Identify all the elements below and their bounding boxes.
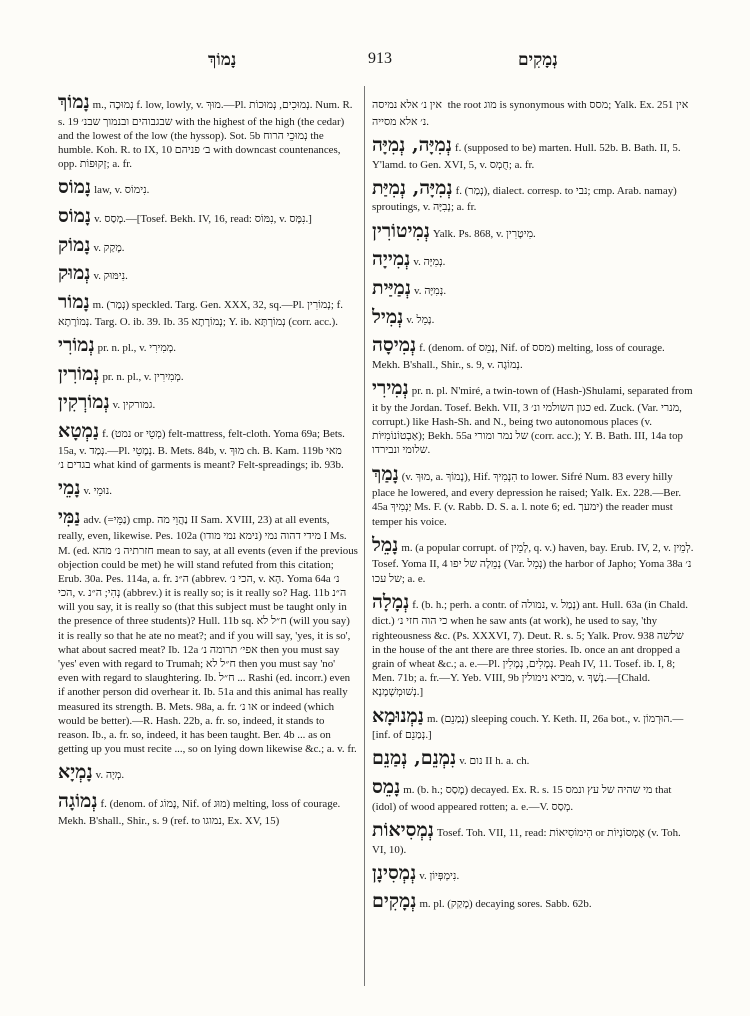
entry-headword: נְמַיַּית [372,276,411,299]
dictionary-entry [372,376,694,457]
entry-headword: נַמְטָא [58,420,100,443]
column-divider [364,86,365,986]
entry-headword: נָמַךְ [372,462,399,485]
page-number: 913 [368,50,392,67]
entry-headword: נָמוֹר [58,291,90,314]
entry-headword: נְמוֹרִין [58,362,100,385]
dictionary-entry [372,704,694,743]
entry-headword: נָמֵל [372,533,399,556]
entry-definition: Tosef. Toh. VII, 11, read: הִימוֹסִיאוֹת or אֶמְסוֹנְיוֹת (v. Toh. VI, 10). [372,826,681,856]
entry-headword: נְמוֹגָה [58,789,98,812]
entry-definition: m. (נְמַנֵם) sleeping couch. Y. Keth. II, 26a bot., v. הוּרְמוֹן.—[inf. of נְמַנֵם.] [372,712,684,742]
entry-definition: v. נום II h. a. ch. [459,755,530,768]
dictionary-entry [372,861,694,886]
entry-definition: f. (b. h.; perh. a contr. of נמולה, v. נְמַל) ant. Hull. 63a (in Chald. dict.) כי הוה חזי נ׳ when he saw ants (at work), he used to say, 'thy righteousness &c. (Ps. XXXVI, 7). Deut. R. s. 5; Yalk. Prov. 938 שלשה in the house of the ant there are three stories. Ib. once an ant dropped a grain of wheat &c.; a. e.—Pl. נְמָלִים, נְמָלִין. Peah IV, 11. Tosef. ib. I, 8; Men. 71b; a. fr.—Y. Yeb. VIII, 9b מביא נימולין, v. נְשַׁךְ.—[Chald. נְשׁוּמְשְׁמָנָא.] [372,598,688,699]
entry-definition: m. (b. h.; מָסַס) decayed. Ex. R. s. 15 מי שהיה של עץ ונמס that (idol) of wood appeared rotten; a. e.—V. מְסַס. [372,784,672,813]
dictionary-entry [58,233,358,258]
dictionary-entry [58,760,358,785]
entry-definition: f. (supposed to be) marten. Hull. 52b. B. Bath. II, 5. Y'lamd. to Gen. XVI, 5, v. חֻמְס; a. fr. [372,141,681,171]
dictionary-entry [58,290,358,329]
entry-definition: m. (a popular corrupt. of לְמֵין, q. v.) haven, bay. Erub. IV, 2, v. לְמֵין. Tosef. Yoma II, 4 נְמֵלָה של יפו (Var. נְמֵל) the harbor of Japho; Yoma 38a נ׳ של עכו; a. e. [372,541,694,585]
entry-headword: נָמֵס [372,776,401,799]
entry-definition: v. נוּמֵי. [83,485,112,498]
entry-definition: f. (denom. of נָמוֹג, Nif. of מוּג) melting, loss of courage. Mekh. B'shall., Shir., s. 9 (ref. to נמוגו, Ex. XV, 15) [58,797,341,827]
dictionary-entry [372,133,694,172]
entry-definition: (v. מוּךְ, a. נָמוֹךְ), Hif. הִנְמִיךְ to lower. Sifré Num. 83 every hilly place he lowered, and every depression he raised; Yalk. Ex. 228.—Ber. 45a יַנְמִיךְ Ms. F. (v. Rabb. D. S. a. l. note 6; ed. ימעך) the reader must temper his voice. [372,470,682,528]
dictionary-entry [372,746,694,771]
entry-definition: v. נָמֵל. [406,313,435,326]
entry-headword: נְמוּק [58,262,91,285]
entry-headword: נְמִיל [372,305,404,328]
entry-headword: נְמָלָה [372,590,410,613]
entry-definition: v. מְיָה. [95,769,125,782]
entry-definition: pr. n. pl., v. מְמִירִי. [97,341,176,354]
entry-definition: אין נ׳ אלא נמיסה the root מוג is synonymous with מסס; Yalk. Ex. 251 אין נ׳ אלא מסייה. [372,99,689,128]
right-column [372,90,694,1000]
entry-definition: m. pl. (מָקַק) decaying sores. Sabb. 62b. [419,898,592,911]
entry-headword: נִמְנֵם, נְמַנֵם [372,747,457,770]
dictionary-entry [372,818,694,857]
dictionary-entry [372,247,694,272]
entry-definition: v. גמורקין. [112,399,156,412]
entry-definition: pr. n. pl. N'miré, a twin-town of (Hash-)Shulami, separated from it by the Jordan. Tosef. Bekh. VII, 3 כגון השולמי ונ׳ ed. Zuck. (Var. מנרי, corrupt.) like Hash-Sh. and N., being two autonomous places (v. אַבְטוֹנוֹמִיּוֹת); Bekh. 55a של נמר ומורי (corr. acc.); Y. B. Bath. III, 14a top שלומי ונבירדו. [372,385,693,457]
entry-headword: נַמִּי [58,505,81,528]
entry-headword: נְמְסִיאוֹת [372,818,434,841]
dictionary-entry [58,261,358,286]
entry-headword: נָמוֹךְ [58,91,90,113]
dictionary-entry [372,889,694,914]
dictionary-entry [58,175,358,200]
entry-definition: m., נְמוּכָה f. low, lowly, v. מוּךְ.—Pl. נְמוּכִים, נְמוּכוֹת. Num. R. s. 19 שבגבוהים ובנמוך שבנ׳ with the highest of the high (the cedar) and the lowest of the low (the hyssop). Sot. 5b נְמוּכֵי הרוח the humble. Koh. R. to IX, 10 ב׳ פניהם with downcast countenances, opp. זְקוּפוֹת; a. fr. [58,99,353,171]
entry-definition: m. (נְמַר) speckled. Targ. Gen. XXX, 32, sq.—Pl. נְמוֹרִין; f. נְמוֹרָתָא. Targ. O. ib. 39. Ib. 35 נְמוֹרָתָא; Y. ib. נְמוֹרְתָּא (corr. acc.). [58,299,343,328]
entry-headword: נָמְיָא [58,761,93,784]
entry-definition: v. נִימְפְּיוֹן. [419,869,460,882]
entry-headword: נְמִייָה [372,248,411,271]
entry-headword: נָמֵי [58,477,81,500]
entry-definition: pr. n. pl., v. מְמִירִין. [102,370,184,383]
dictionary-entry [58,789,358,828]
entry-headword: נְמָקִים [372,890,417,913]
entry-definition: f. (denom. of נָמֵס, Nif. of מסס) melting, loss of courage. Mekh. B'shall., Shir., s. 9, v. נְמוֹגָה. [372,342,665,372]
dictionary-entry [372,590,694,700]
dictionary-entry [372,90,694,129]
entry-definition: f. (נְמַר), dialect. corresp. to נבי; cmp. Arab. namay) sproutings, v. נְבִיָּה; a. fr. [372,184,677,214]
dictionary-entry [58,390,358,415]
dictionary-entry [58,333,358,358]
dictionary-entry [58,476,358,501]
entry-definition: v. נְמִיָּה. [413,256,446,269]
dictionary-entry [372,533,694,586]
left-column [58,90,358,1000]
entry-definition: f. (נמט or מְטֵי) felt-mattress, felt-cloth. Yoma 69a; Bets. 15a, v. נְמַד.—Pl. נְמָטֵי. B. Mets. 84b, v. מוּךְ ch. B. Kam. 119b מאי בגדים נ׳ what kind of garments is meant? Felt-spreadings; ib. 93b. [58,428,345,471]
entry-headword: נְמִיטוֹרִין [372,219,430,242]
dictionary-entry [372,775,694,814]
entry-headword: נְמִיָּה, נְמִיַּת [372,176,453,199]
entry-headword: נְמוֹרְקִין [58,391,110,414]
entry-definition: v. נְמִיָּה. [414,284,447,297]
entry-headword: נְמוֹרִי [58,333,95,356]
dictionary-entry [58,204,358,229]
dictionary-entry [372,462,694,529]
entry-headword: נְמְסִינָן [372,861,417,884]
entry-definition: v. נִימּוּק. [93,270,128,283]
dictionary-entry [58,90,358,171]
entry-definition: v. מָסַס.—[Tosef. Bekh. IV, 16, read: נִמּוֹס, v. נִמָּס.] [94,213,312,226]
entry-definition: v. מָקַק. [93,241,125,254]
entry-headword: נָמוֹס [58,205,92,228]
page-header [58,44,700,74]
entry-headword: נָמוֹק [58,233,91,256]
entry-definition: adv. (=נַמֵּי) cmp. נַהֲוֵי מה II Sam. XVIII, 23) at all events, really, even, likewise. Pes. 102a מידי דהוה נמי (נימא נמי מודו) I Ms. M. (ed. חזרתיה נ׳ מהא mean to say, at all events (even if the previous objection could be met) he will stand refuted from this citation; Erub. 30a. Pes. 114a, a. fr. ה״נ (abbrev. הכי נ׳, v. הָא. Yoma 64a נ׳ הכי, v. נְהִי; ה״נ (abbrev.) it is really so; is it really so? Hag. 11b ה״נ will you say, it is really so (that this subject must be taught only in the presence of three students)? Hull. 11b sq. ח״ל לא (will you say) it is really so that he ate no meat?; and if you will say, 'yes, it is so', what about sacred meat? Ib. 12a אפי׳ תרומה נ׳ then you must say 'yes' even with regard to Trumah; ח״ל לא then you must say 'no' even with regard to slaughtering. Ib. ח״ל ... Rashi (ed. incorr.) even if another person did overhear it. Ib. 51a and this animal has really measured its strength. B. Mets. 98a, a. fr. או נ׳ or indeed (which would be better).—R. Hash. 22b, a. fr. so, indeed, it stands to reason. Ib., a. fr. so, indeed, it has been taught. Ber. 4b ... as on getting up you must recite ..., so on lying down likewise &c.; a. v. fr. [58,513,358,756]
dictionary-entry [58,362,358,387]
entry-headword: נְמִירִי [372,377,409,400]
dictionary-entry [58,419,358,472]
dictionary-entry [58,505,358,756]
entry-headword: נְמִיָּה, נְמִיָּה [372,133,452,156]
entry-headword: נַמְנוּמָא [372,704,424,727]
dictionary-entry [372,333,694,372]
dictionary-entry [372,305,694,330]
dictionary-entry [372,176,694,215]
entry-headword: נָמוֹס [58,176,92,199]
entry-definition: Yalk. Ps. 868, v. מִיטָרִין. [432,227,536,240]
entry-definition: law, v. נִימוֹס. [94,184,150,197]
running-head-left: נָמוֹךְ [208,50,237,69]
dictionary-entry [372,219,694,244]
dictionary-entry [372,276,694,301]
running-head-right: נְמָקִים [518,50,558,69]
entry-headword: נְמִיסָה [372,334,417,357]
